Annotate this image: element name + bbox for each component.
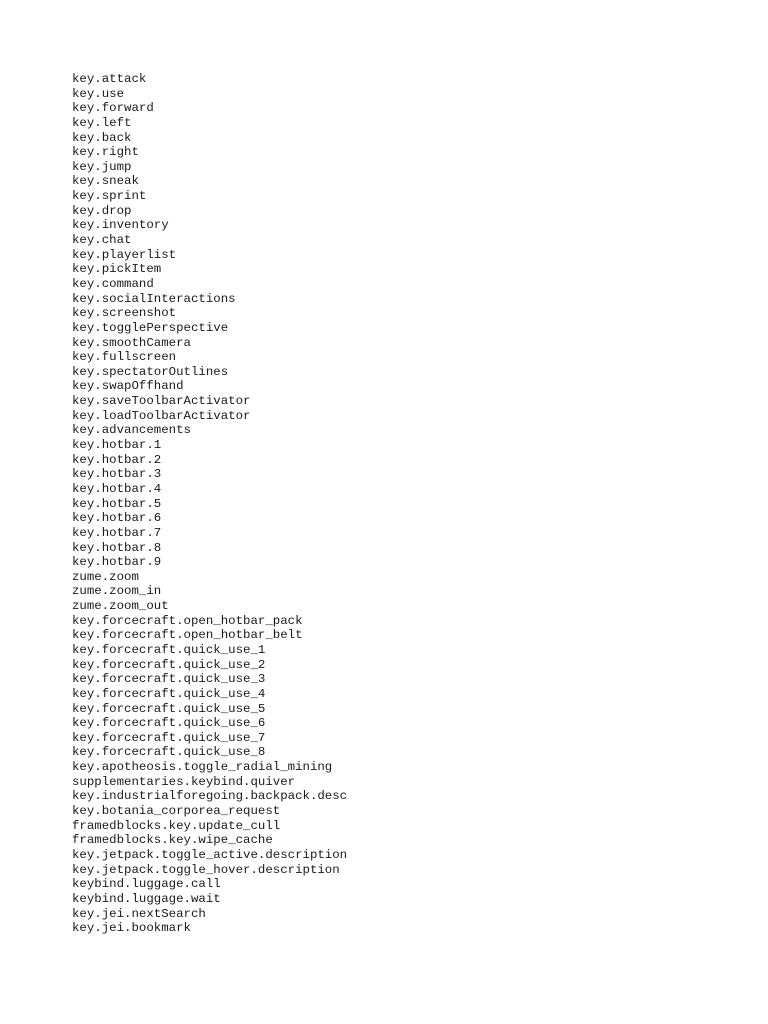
- keybind-line: key.apotheosis.toggle_radial_mining: [72, 760, 333, 775]
- keybind-line: key.togglePerspective: [72, 320, 229, 335]
- keybind-line: key.left: [72, 115, 132, 130]
- keybind-line: key.forcecraft.quick_use_7: [72, 730, 266, 745]
- keybind-line: key.hotbar.7: [72, 525, 162, 540]
- keybind-line: key.jetpack.toggle_hover.description: [72, 862, 340, 877]
- keybind-line: key.forcecraft.quick_use_5: [72, 701, 266, 716]
- keybind-line: key.swapOffhand: [72, 379, 184, 394]
- keybind-line: key.use: [72, 86, 125, 101]
- keybind-line: key.sprint: [72, 189, 147, 204]
- keybind-line: zume.zoom: [72, 569, 139, 584]
- keybind-line: key.spectatorOutlines: [72, 364, 229, 379]
- keybind-line: key.hotbar.8: [72, 540, 162, 555]
- keybind-list: [72, 72, 347, 936]
- keybind-line: key.chat: [72, 233, 132, 248]
- keybind-line: key.hotbar.6: [72, 511, 162, 526]
- keybind-line: key.hotbar.5: [72, 496, 162, 511]
- keybind-line: key.industrialforegoing.backpack.desc: [72, 789, 348, 804]
- keybind-line: key.right: [72, 145, 139, 160]
- keybind-line: key.advancements: [72, 423, 191, 438]
- keybind-line: key.loadToolbarActivator: [72, 408, 251, 423]
- keybind-line: key.hotbar.2: [72, 452, 162, 467]
- keybind-line: key.pickItem: [72, 262, 162, 277]
- keybind-line: key.fullscreen: [72, 350, 177, 365]
- keybind-line: key.forcecraft.quick_use_3: [72, 672, 266, 687]
- keybind-line: key.hotbar.9: [72, 555, 162, 570]
- keybind-line: key.hotbar.4: [72, 481, 162, 496]
- keybind-line: key.inventory: [72, 218, 169, 233]
- keybind-line: key.hotbar.1: [72, 438, 162, 453]
- keybind-line: key.jei.bookmark: [72, 921, 191, 936]
- keybind-line: key.hotbar.3: [72, 467, 162, 482]
- keybind-line: key.forcecraft.quick_use_1: [72, 642, 266, 657]
- keybind-line: keybind.luggage.wait: [72, 891, 221, 906]
- keybind-line: key.smoothCamera: [72, 335, 191, 350]
- keybind-line: key.command: [72, 276, 154, 291]
- keybind-line: key.botania_corporea_request: [72, 804, 281, 819]
- keybind-line: key.attack: [72, 72, 147, 86]
- keybind-line: key.sneak: [72, 174, 139, 189]
- keybind-line: framedblocks.key.wipe_cache: [72, 833, 273, 848]
- keybind-line: key.jetpack.toggle_active.description: [72, 847, 348, 862]
- keybind-line: key.forcecraft.open_hotbar_pack: [72, 613, 303, 628]
- keybind-line: zume.zoom_in: [72, 584, 162, 599]
- keybind-line: supplementaries.keybind.quiver: [72, 774, 296, 789]
- keybind-line: key.back: [72, 130, 132, 145]
- keybind-line: key.jump: [72, 159, 132, 174]
- keybind-line: zume.zoom_out: [72, 599, 169, 614]
- keybind-line: key.jei.nextSearch: [72, 906, 206, 921]
- keybind-line: key.socialInteractions: [72, 291, 236, 306]
- keybind-line: key.screenshot: [72, 306, 177, 321]
- keybind-line: key.saveToolbarActivator: [72, 394, 251, 409]
- keybind-line: framedblocks.key.update_cull: [72, 818, 281, 833]
- keybind-line: keybind.luggage.call: [72, 877, 221, 892]
- keybind-line: key.forcecraft.quick_use_4: [72, 686, 266, 701]
- keybind-line: key.forcecraft.quick_use_6: [72, 716, 266, 731]
- keybind-line: key.forward: [72, 101, 154, 116]
- keybind-line: key.forcecraft.quick_use_8: [72, 745, 266, 760]
- keybind-line: key.forcecraft.quick_use_2: [72, 657, 266, 672]
- keybind-line: key.forcecraft.open_hotbar_belt: [72, 628, 303, 643]
- keybind-line: key.drop: [72, 203, 132, 218]
- keybind-line: key.playerlist: [72, 247, 177, 262]
